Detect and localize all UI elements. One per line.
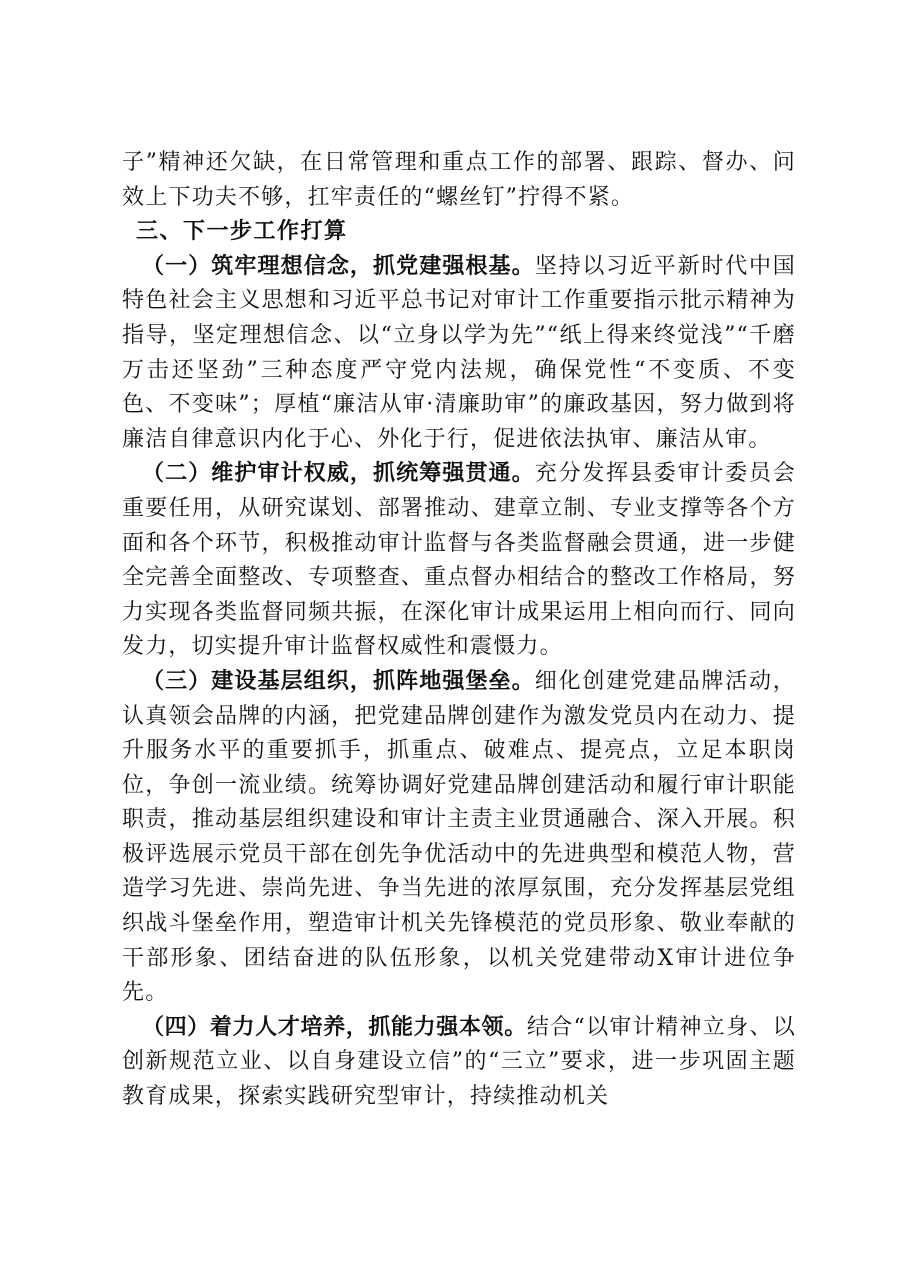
item-body-1: 坚持以习近平新时代中国特色社会主义思想和习近平总书记对审计工作重要指示批示精神为指导，坚定理想信念、以“立身以学为先”“纸上得来终觉浅”“千磨万击还坚劲”三种态度严守党内法规，确保党性“不变质、不变色、不变味”；厚植“廉洁从审·清廉助审”的廉政基因，努力做到将廉洁自律意识内化于心、外化于行，促进依法执审、廉洁从审。: [122, 253, 796, 452]
continuation-paragraph: 子”精神还欠缺，在日常管理和重点工作的部署、跟踪、督办、问效上下功夫不够，扛牢责任的“螺丝钉”拧得不紧。: [122, 150, 796, 210]
item-lead-2: （二）维护审计权威，抓统筹强贯通。: [142, 461, 535, 487]
item-body-3: 细化创建党建品牌活动，认真领会品牌的内涵，把党建品牌创建作为激发党员内在动力、提升服务水平的重要抓手，抓重点、破难点、提亮点，立足本职岗位，争创一流业绩。统筹协调好党建品牌创建活动和履行审计职能职责，推动基层组织建设和审计主责主业贯通融合、深入开展。积极评选展示党员干部在创先争优活动中的先进典型和模范人物，营造学习先进、崇尚先进、争当先进的浓厚氛围，充分发挥基层党组织战斗堡垒作用，塑造审计机关先锋模范的党员形象、敬业奉献的干部形象、团结奋进的队伍形象，以机关党建带动X审计进位争先。: [122, 668, 796, 1006]
item-paragraph-1: [122, 250, 796, 458]
section-heading: 三、下一步工作打算: [136, 219, 348, 245]
item-lead-4: （四）着力人才培养，抓能力强本领。: [142, 1014, 527, 1040]
item-body-4: 结合“以审计精神立身、以创新规范立业、以自身建设立信”的“三立”要求，进一步巩固主题教育成果，探索实践研究型审计，持续推动机关: [122, 1014, 796, 1110]
document-page: [122, 146, 796, 1115]
item-paragraph-2: [122, 457, 796, 665]
item-body-2: 充分发挥县委审计委员会重要任用，从研究谋划、部署推动、建章立制、专业支撑等各个方面和各个环节，积极推动审计监督与各类监督融会贯通，进一步健全完善全面整改、专项整查、重点督办相结合的整改工作格局，努力实现各类监督同频共振，在深化审计成果运用上相向而行、同向发力，切实提升审计监督权威性和震慑力。: [122, 461, 796, 660]
item-paragraph-4: [122, 1011, 796, 1115]
item-lead-1: （一）筑牢理想信念，抓党建强根基。: [142, 253, 535, 279]
item-paragraph-3: [122, 665, 796, 1011]
item-lead-3: （三）建设基层组织，抓阵地强堡垒。: [142, 668, 535, 694]
